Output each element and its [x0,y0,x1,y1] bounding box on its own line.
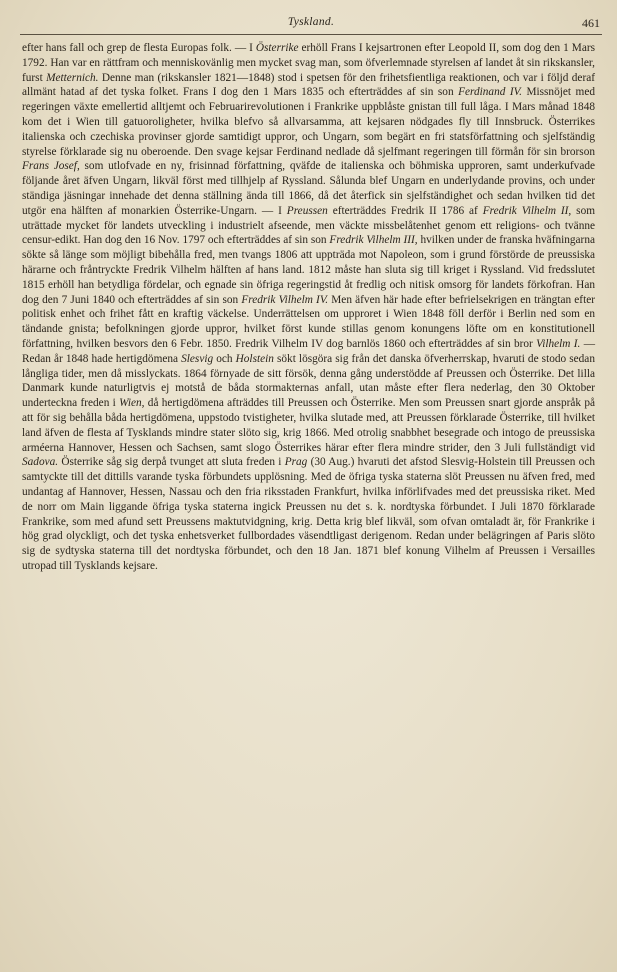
text-run: som uträttade mycket för landets utveckling i industrielt afseende, men väckte missbelåtenhet genom ett religions- och tvänne censur-edikt. Han dog den 16 Nov. 1797 och efterträddes af sin son [22,204,596,247]
emphasis-slesvig: Slesvig [181,352,214,365]
emphasis-fredrik-vilhelm-ii: Fredrik Vilhelm II, [482,204,572,217]
emphasis-vilhelm-i: Vilhelm I. [536,337,581,350]
emphasis-holstein: Holstein [235,352,274,365]
page-number: 461 [582,16,600,30]
text-run: efter hans fall och grep de flesta Europas folk. — I [22,42,256,54]
emphasis-prag: Prag [284,456,308,469]
text-run: Men äfven här hade efter befrielsekrigen en trängtan efter politisk enhet och frihet fått en kraftig väckelse. Underrättelsen om upproret i Wien 1848 föll derför i Berlin ned som en tändande gnista; befolkningen gjorde uppror, hvilket först kunde stillas genom konungens löfte om en konstitutionell författning, hvilken besvors den 6 Febr. 1850. Fredrik Vilhelm IV dog barnlös 1860 och efterträddes af sin bror [22,293,595,350]
emphasis-metternich: Metternich. [46,71,99,84]
page-header [20,16,602,34]
text-run: — Redan år 1848 hade hertigdömena [22,337,595,365]
text-run: Österrike såg sig derpå tvunget att sluta freden i [58,456,285,469]
text-run: sökt lösgöra sig från det danska öfverherrskap, hvaruti de stodo sedan långliga tider, men då misslyckats. 1864 förnyade de sitt försök, denna gång understödde af Preussen och Österrike. Det lilla Danmark kunde naturligtvis ej motstå de båda stormakternas anfall, utan måste efter flera nederlag, den 30 Oktober underteckna freden i [22,352,595,410]
text-run: erhöll Frans I kejsartronen efter Leopold II, som dog den 1 Mars 1792. Han var en rättfram och menniskovänlig men mycket svag man, som öfverlemnade styrelsen af landet åt sin rikskansler, furst [22,42,595,84]
text-run: då hertigdömena afträddes till Preussen och Österrike. Men som Preussen snart gjorde anspråk på att för sig behålla båda hertigdömena, uppstodo tvistigheter, hvilka slutade med, att Preussen förklarade Österrike, till hvilket land äfven de flesta af Tysklands mindre stater slöto sig, krig 1866. Med otrolig snabbhet besegrade och intogo de preussiska arméerna Hannover, Hessen och Sachsen, samt slogo Österrikes härar efter flera mindre strider, den 3 Juli fullständigt vid [22,397,595,454]
header-rule [20,34,602,35]
running-title: Tyskland. [287,16,335,28]
text-run: Denne man (rikskansler 1821—1848) stod i spetsen för den frihetsfientliga reaktionen, och var i följd deraf allmänt hatad af det tyska folket. Frans I dog den 1 Mars 1835 och efterträddes af sin son [22,71,595,99]
paragraph [22,41,595,574]
text-run: (30 Aug.) hvaruti det afstod Slesvig-Holstein till Preussen och samtyckte till det dittills varande tyska förbundets upplösning. Med de öfriga tyska staterna slöt Preussen nu äfven fred, med undantag af Hannover, Hessen, Nassau och den fria riksstaden Frankfurt, hvilka införlifvades med det preussiska riket. Med de norr om Main liggande öfriga tyska staterna ingick Preussen nu det s. k. nordtyska förbundet. I Juli 1870 förklarade Frankrike, som med afund sett Preussens maktutvidgning, krig. Detta krig blef likväl, som ofvan omtaladt är, för Frankrike i hög grad olyckligt, och det tyska enhetsverket fullbordades väsendtligast derigenom. Redan under belägringen af Paris slöto sig de sydtyska staterna till det nordtyska förbundet, och den 18 Jan. 1871 blef konung Vilhelm af Preussen i Versailles utropad till Tysklands kejsare. [22,456,595,572]
text-run: och [213,352,236,365]
emphasis-fredrik-vilhelm-iv: Fredrik Vilhelm IV. [241,293,329,306]
text-run: hvilken under de franska hväfningarna sökte så länge som möjligt bibehålla fred, men tvangs 1806 att uppträda mot Napoleon, som i grund förstörde de preussiska härarne och fråntryckte Fredrik Vilhelm hälften af hans land. 1812 måste han sluta sig till kriget i Ryssland. Vid fredsslutet 1815 erhöll han betydliga fördelar, och egnade sin öfriga regeringstid åt fredlig och nitisk omsorg för landets förkofran. Han dog den 7 Juni 1840 och efterträddes af sin son [22,234,595,306]
text-run: som utlofvade en ny, frisinnad författning, qväfde de italienska och böhmiska upproren, samt underkufvade följande året äfven Ungarn, likväl först med tillhjelp af Ryssland. Sålunda blef Ungarn en underlydande provins, och under ständiga jäsningar innehade det denna ställning ända till 1866, då det återfick sin sjelfständighet och sedan hvilken tid det utgör ena hälften af monarkien Österrike-Ungarn. — I [22,160,595,217]
emphasis-frans-josef: Frans Josef, [22,160,80,173]
text-run: efterträddes Fredrik II 1786 af [327,204,483,217]
emphasis-preussen: Preussen [286,204,328,217]
emphasis-wien: Wien, [119,397,145,410]
body-text [22,41,595,574]
emphasis-sadova: Sadova. [22,456,59,469]
emphasis-osterrike: Österrike [255,42,299,54]
text-run: Missnöjet med regeringen växte emellertid alltjemt och Februarirevolutionen i Frankrike uppblåste gnistan till full låga. I Mars månad 1848 kom det i Wien till gatuoroligheter, hvilka blefvo så allvarsamma, att kejsaren nödgades fly till Innsbruck. Österrikes italienska och czechiska provinser gjorde samtidigt uppror, och Ungarn, som begärt en fri statsförfattning och sjelfständig styrelse förklarade sig nu oberoende. Den svage kejsar Ferdinand nedlade då sjelfmant regeringen till förmån för sin brorson [22,86,595,158]
emphasis-fredrik-vilhelm-iii: Fredrik Vilhelm III, [329,234,418,247]
emphasis-ferdinand: Ferdinand IV. [458,86,522,99]
